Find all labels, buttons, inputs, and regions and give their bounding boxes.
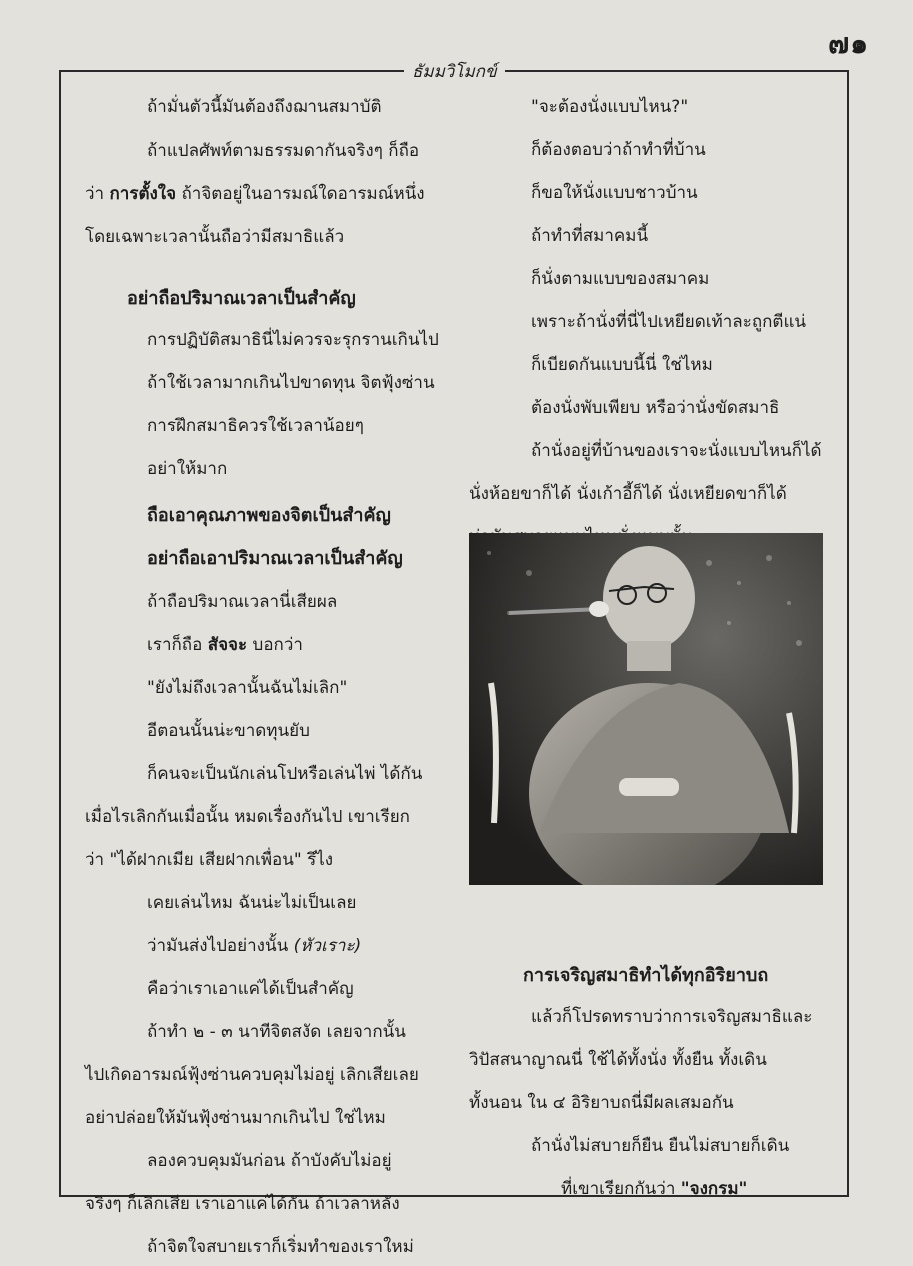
- text-line: ว่ามันส่งไปอย่างนั้น (หัวเราะ): [147, 936, 362, 956]
- text-line: ถ้านั่งไม่สบายก็ยืน ยืนไม่สบายก็เดิน: [531, 1136, 790, 1156]
- text-line: จริงๆ ก็เลิกเสีย เราเอาแค่ได้กัน ถ้าเวลาหลัง: [85, 1194, 400, 1214]
- text-line: อย่าปล่อยให้มันฟุ้งซ่านมากเกินไป ใช่ไหม: [85, 1108, 386, 1128]
- text-line: "จะต้องนั่งแบบไหน?": [531, 97, 689, 117]
- text-line: อย่าให้มาก: [147, 459, 228, 479]
- monk-photo: [469, 533, 823, 885]
- subheading: อย่าถือเอาปริมาณเวลาเป็นสำคัญ: [147, 548, 403, 569]
- text-line: ถ้าทำที่สมาคมนี้: [531, 226, 649, 246]
- text-line: ก็นั่งตามแบบของสมาคม: [531, 269, 710, 289]
- text-line: ถ้าใช้เวลามากเกินไปขาดทุน จิตฟุ้งซ่าน: [147, 373, 435, 393]
- text-line: ก็เบียดกันแบบนี้นี่ ใช่ไหม: [531, 355, 713, 375]
- text-line: ทั้งนอน ใน ๔ อิริยาบถนี่มีผลเสมอกัน: [469, 1093, 734, 1113]
- text-line: ว่า "ได้ฝากเมีย เสียฝากเพื่อน" รึไง: [85, 850, 334, 870]
- text-line: เมื่อไรเลิกกันเมื่อนั้น หมดเรื่องกันไป เขาเรียก: [85, 807, 410, 827]
- text-line: วิปัสสนาญาณนี่ ใช้ได้ทั้งนั่ง ทั้งยืน ทั้งเดิน: [469, 1050, 767, 1070]
- text-line: ก็คนจะเป็นนักเล่นโปหรือเล่นไพ่ ได้กัน: [147, 764, 423, 784]
- monk-photo-illustration: [469, 533, 823, 885]
- text-line: ถ้ามั่นตัวนี้มันต้องถึงฌานสมาบัติ: [147, 97, 382, 117]
- text-line: โดยเฉพาะเวลานั้นถือว่ามีสมาธิแล้ว: [85, 227, 345, 247]
- text-line: ถ้าถือปริมาณเวลานี่เสียผล: [147, 592, 338, 612]
- text-line: อีตอนนั้นน่ะขาดทุนยับ: [147, 721, 310, 741]
- text-line: แล้วก็โปรดทราบว่าการเจริญสมาธิและ: [531, 1007, 813, 1027]
- text-line: เราก็ถือ สัจจะ บอกว่า: [147, 635, 303, 655]
- text-line: ถ้าทำ ๒ - ๓ นาทีจิตสงัด เลยจากนั้น: [147, 1022, 406, 1042]
- text-line: ถ้าจิตใจสบายเราก็เริ่มทำของเราใหม่: [147, 1237, 414, 1257]
- text-line: "ยังไม่ถึงเวลานั้นฉันไม่เลิก": [147, 678, 348, 698]
- text-line: เคยเล่นไหม ฉันน่ะไม่เป็นเลย: [147, 893, 357, 913]
- text-line: เพราะถ้านั่งที่นี่ไปเหยียดเท้าละถูกตีแน่: [531, 312, 807, 332]
- text-line: การฝึกสมาธิควรใช้เวลาน้อยๆ: [147, 416, 364, 436]
- text-line: ก็ต้องตอบว่าถ้าทำที่บ้าน: [531, 140, 706, 160]
- text-line: ถ้าแปลศัพท์ตามธรรมดากันจริงๆ ก็ถือ: [147, 141, 420, 161]
- text-line: นั่งห้อยขาก็ได้ นั่งเก้าอี้ก็ได้ นั่งเหยียดขาก็ได้: [469, 484, 787, 504]
- text-line: ไปเกิดอารมณ์ฟุ้งซ่านควบคุมไม่อยู่ เลิกเสียเลย: [85, 1065, 419, 1085]
- section-heading: การเจริญสมาธิทำได้ทุกอิริยาบถ: [523, 965, 769, 986]
- text-line: ที่เขาเรียกกันว่า "จงกรม": [561, 1179, 748, 1199]
- text-line: คือว่าเราเอาแค่ได้เป็นสำคัญ: [147, 979, 354, 999]
- text-line: ว่า การตั้งใจ ถ้าจิตอยู่ในอารมณ์ใดอารมณ์หนึ่ง: [85, 184, 425, 204]
- text-line: ต้องนั่งพับเพียบ หรือว่านั่งขัดสมาธิ: [531, 398, 780, 418]
- bold-term: การตั้งใจ: [109, 184, 177, 204]
- text-line: ถ้านั่งอยู่ที่บ้านของเราจะนั่งแบบไหนก็ได้: [531, 441, 822, 461]
- bold-term: สัจจะ: [207, 635, 248, 655]
- text-line: การปฏิบัติสมาธินี่ไม่ควรจะรุกรานเกินไป: [147, 330, 439, 350]
- subheading: อย่าถือปริมาณเวลาเป็นสำคัญ: [127, 288, 356, 309]
- subheading: ถือเอาคุณภาพของจิตเป็นสำคัญ: [147, 505, 391, 526]
- bold-term: "จงกรม": [680, 1179, 748, 1199]
- running-header: ธัมมวิโมกข์: [404, 58, 505, 85]
- text-line: ก็ขอให้นั่งแบบชาวบ้าน: [531, 183, 698, 203]
- italic-note: (หัวเราะ): [293, 936, 362, 956]
- page-number: ๗๑: [828, 27, 869, 60]
- text-line: ลองควบคุมมันก่อน ถ้าบังคับไม่อยู่: [147, 1151, 392, 1171]
